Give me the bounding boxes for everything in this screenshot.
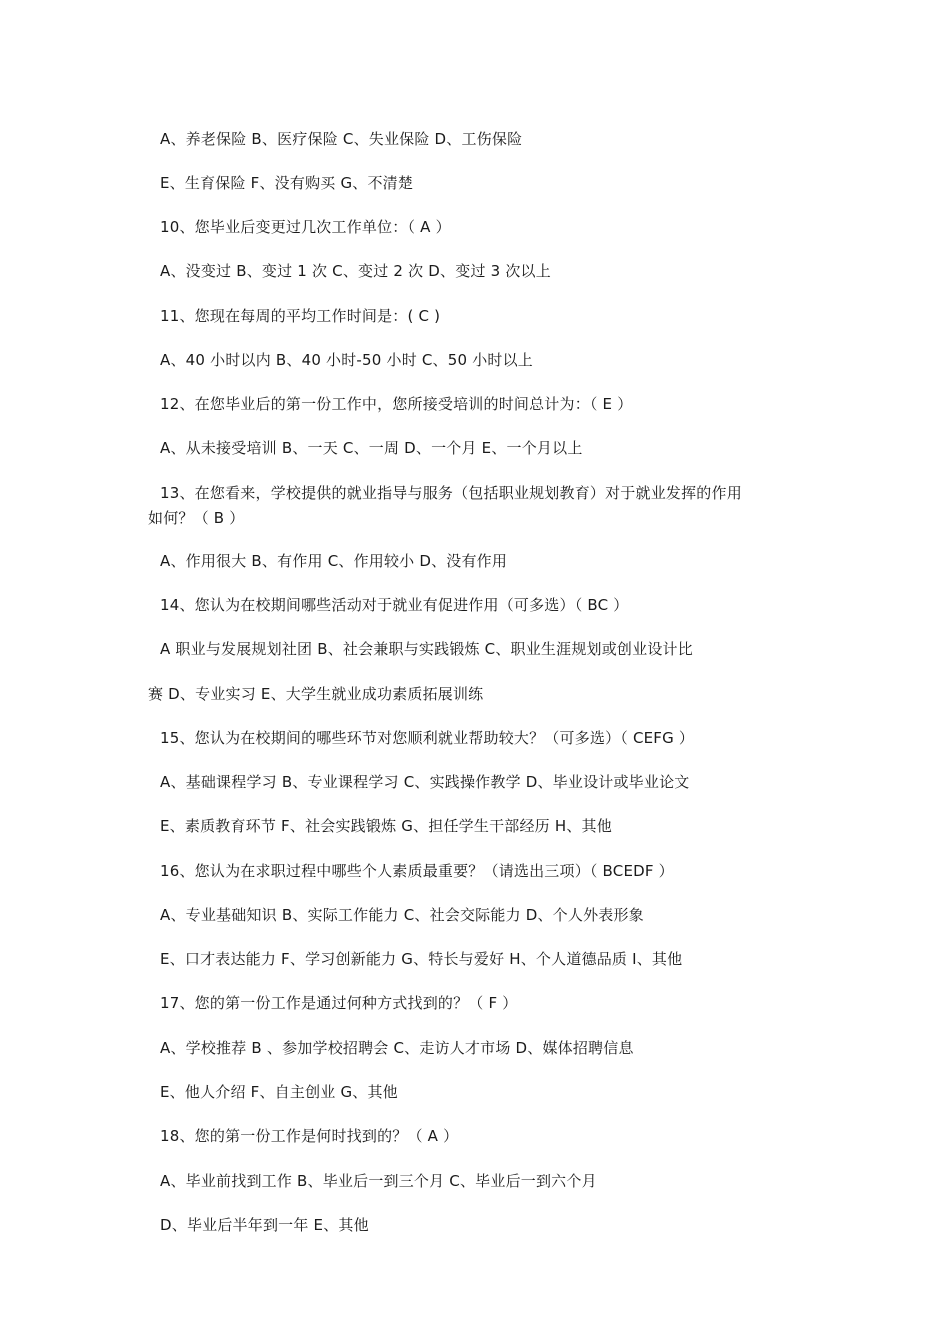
question-line: 18、您的第一份工作是何时找到的？（ A ） <box>160 1127 459 1145</box>
text-line: A、养老保险 B、医疗保险 C、失业保险 D、工伤保险 <box>160 130 523 148</box>
text-line: A、没变过 B、变过 1 次 C、变过 2 次 D、变过 3 次以上 <box>160 262 551 280</box>
text-line: E、生育保险 F、没有购买 G、不清楚 <box>160 174 414 192</box>
question-line: 10、您毕业后变更过几次工作单位：（ A ） <box>160 218 451 236</box>
text-line: A 职业与发展规划社团 B、社会兼职与实践锻炼 C、职业生涯规划或创业设计比 <box>160 640 693 658</box>
text-line: A、作用很大 B、有作用 C、作用较小 D、没有作用 <box>160 552 508 570</box>
question-line: 12、在您毕业后的第一份工作中，您所接受培训的时间总计为：（ E ） <box>160 395 633 413</box>
text-line: A、毕业前找到工作 B、毕业后一到三个月 C、毕业后一到六个月 <box>160 1172 597 1190</box>
text-line: E、他人介绍 F、自主创业 G、其他 <box>160 1083 398 1101</box>
question-line: 14、您认为在校期间哪些活动对于就业有促进作用（可多选）（ BC ） <box>160 596 629 614</box>
question-line: 11、您现在每周的平均工作时间是：( C ) <box>160 307 441 325</box>
text-line: A、40 小时以内 B、40 小时-50 小时 C、50 小时以上 <box>160 351 533 369</box>
text-line-continued: 赛 D、专业实习 E、大学生就业成功素质拓展训练 <box>148 685 484 703</box>
question-line: 17、您的第一份工作是通过何种方式找到的？（ F ） <box>160 994 518 1012</box>
text-line: A、学校推荐 B 、参加学校招聘会 C、走访人才市场 D、媒体招聘信息 <box>160 1039 634 1057</box>
text-line: A、专业基础知识 B、实际工作能力 C、社会交际能力 D、个人外表形象 <box>160 906 644 924</box>
text-line: E、口才表达能力 F、学习创新能力 G、特长与爱好 H、个人道德品质 I、其他 <box>160 950 683 968</box>
question-line: 16、您认为在求职过程中哪些个人素质最重要？（请选出三项）（ BCEDF ） <box>160 862 674 880</box>
question-line: 15、您认为在校期间的哪些环节对您顺利就业帮助较大？（可多选）（ CEFG ） <box>160 729 695 747</box>
text-line: A、基础课程学习 B、专业课程学习 C、实践操作教学 D、毕业设计或毕业论文 <box>160 773 690 791</box>
text-line: D、毕业后半年到一年 E、其他 <box>160 1216 369 1234</box>
text-line: E、素质教育环节 F、社会实践锻炼 G、担任学生干部经历 H、其他 <box>160 817 612 835</box>
question-line-continued: 如何？（ B ） <box>148 509 245 527</box>
text-line: A、从未接受培训 B、一天 C、一周 D、一个月 E、一个月以上 <box>160 439 583 457</box>
question-line: 13、在您看来，学校提供的就业指导与服务（包括职业规划教育）对于就业发挥的作用 <box>160 484 742 502</box>
